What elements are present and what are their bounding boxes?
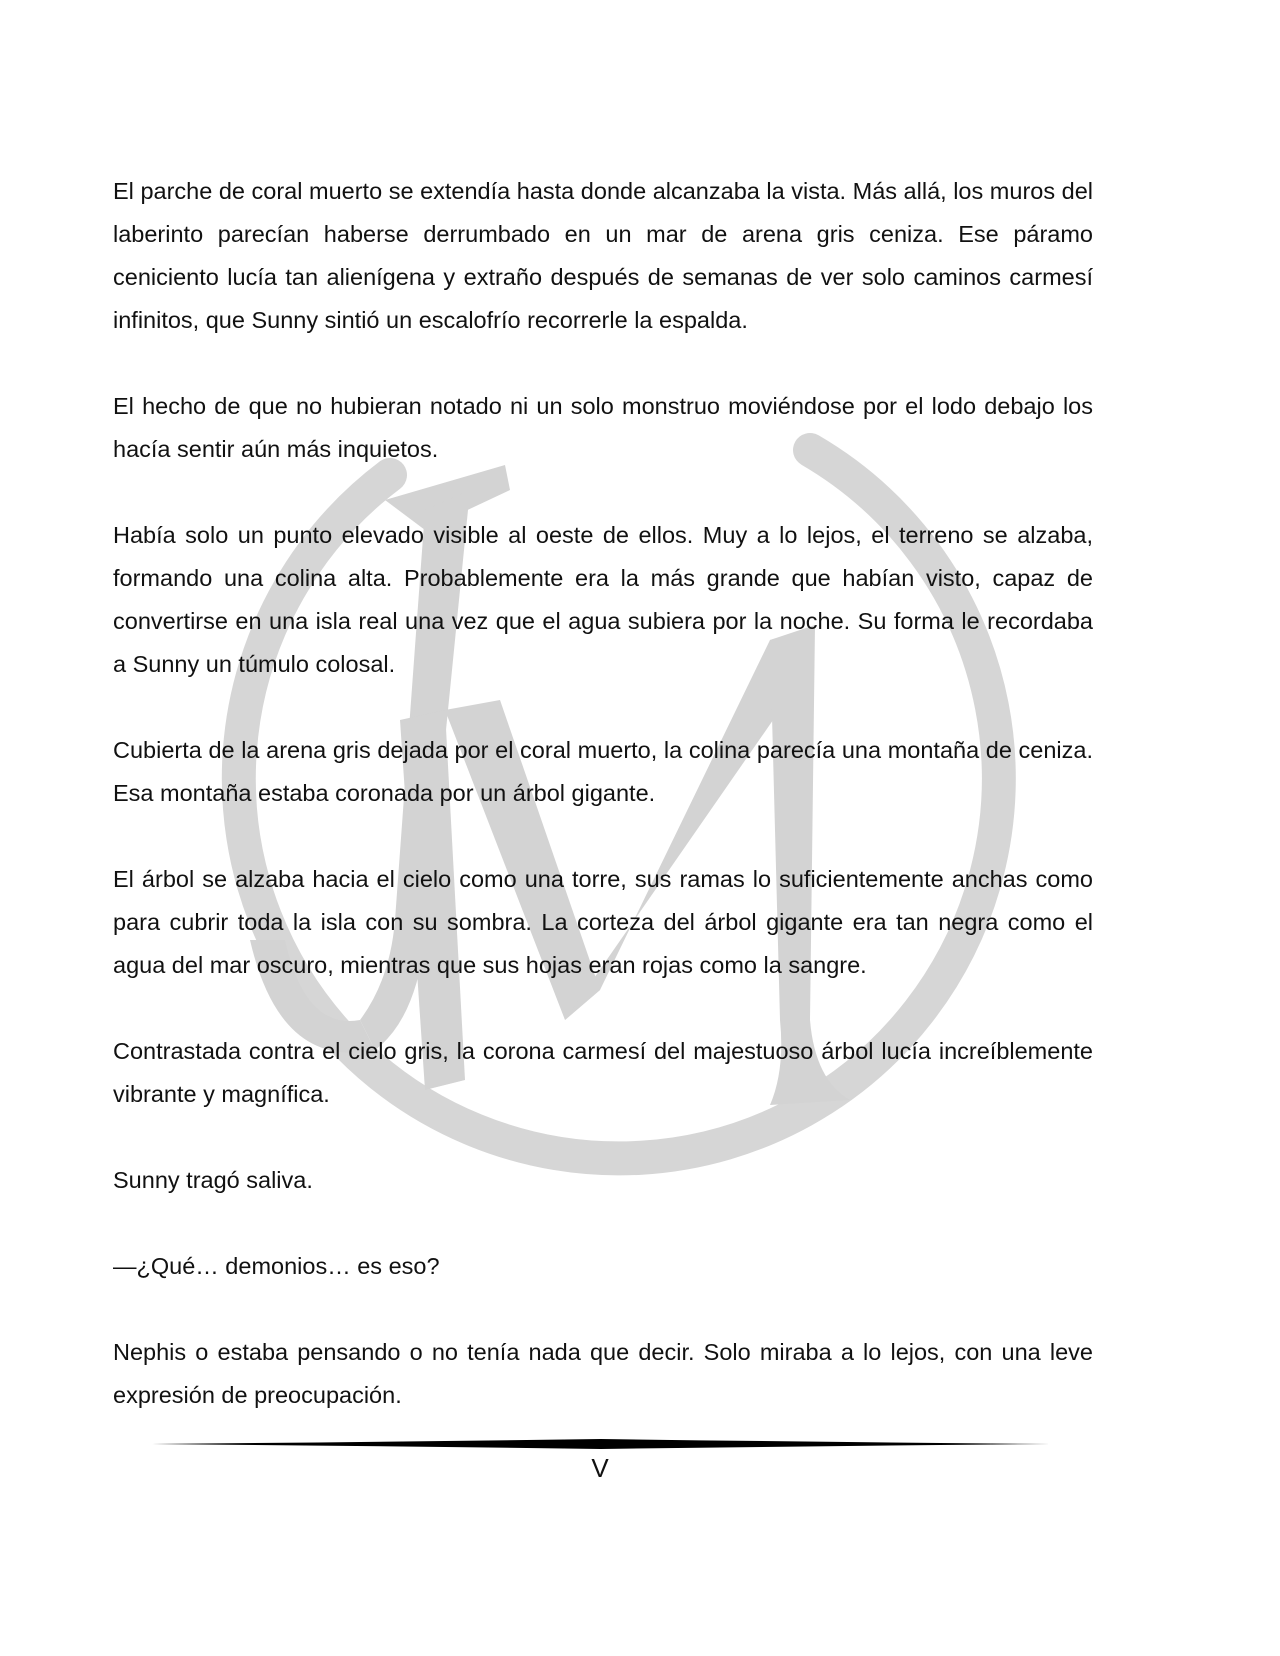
paragraph-8: —¿Qué… demonios… es eso?	[113, 1253, 440, 1279]
paragraph-9: Nephis o estaba pensando o no tenía nada que decir. Solo miraba a lo lejos, con una leve expresión de preocupación.	[113, 1339, 1093, 1408]
paragraph-1: El parche de coral muerto se extendía hasta donde alcanzaba la vista. Más allá, los muros del laberinto parecían haberse derrumbado en un mar de arena gris ceniza. Ese páramo ceniciento lucía tan alienígena y extraño después de semanas de ver solo caminos carmesí infinitos, que Sunny sintió un escalofrío recorrerle la espalda.	[113, 178, 1093, 333]
paragraph-6: Contrastada contra el cielo gris, la corona carmesí del majestuoso árbol lucía increíblemente vibrante y magnífica.	[113, 1038, 1093, 1107]
body-text	[113, 170, 1093, 1460]
footer-divider	[152, 1438, 1050, 1450]
paragraph-2: El hecho de que no hubieran notado ni un solo monstruo moviéndose por el lodo debajo los hacía sentir aún más inquietos.	[113, 393, 1093, 462]
paragraph-7: Sunny tragó saliva.	[113, 1167, 313, 1193]
paragraph-3: Había solo un punto elevado visible al oeste de ellos. Muy a lo lejos, el terreno se alzaba, formando una colina alta. Probablemente era la más grande que habían visto, capaz de convertirse en una isla real una vez que el agua subiera por la noche. Su forma le recordaba a Sunny un túmulo colosal.	[113, 522, 1093, 677]
paragraph-5: El árbol se alzaba hacia el cielo como una torre, sus ramas lo suficientemente anchas como para cubrir toda la isla con su sombra. La corteza del árbol gigante era tan negra como el agua del mar oscuro, mientras que sus hojas eran rojas como la sangre.	[113, 866, 1093, 978]
paragraph-4: Cubierta de la arena gris dejada por el coral muerto, la colina parecía una montaña de ceniza. Esa montaña estaba coronada por un árbol gigante.	[113, 737, 1093, 806]
page-number: V	[591, 1453, 609, 1483]
